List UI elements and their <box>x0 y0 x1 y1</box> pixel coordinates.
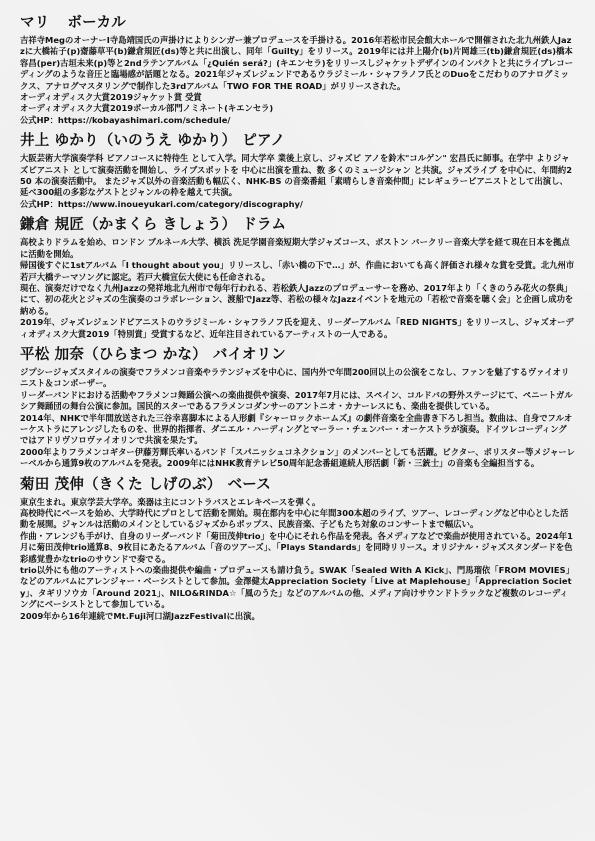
profile-name: 鎌倉 規匠（かまくら きしょう） <box>20 217 237 234</box>
profile-role: ベース <box>227 476 271 493</box>
profile-heading <box>20 476 575 494</box>
profile-hiramatsu <box>20 346 575 470</box>
profile-name: マリ <box>20 15 50 31</box>
profile-paragraph: 2014年、NHKで半年間放送された三谷幸喜脚本による人形劇『シャーロックホームズ』の劇伴音楽を全曲書き下ろし担当。数曲は、自身でフルオーケストラにアレンジしたものを、世界的指揮者、ダニエル・ハーディングとマーラー・チェンバー・オーケストラが演奏。ドイツレコーディングではアドリヴソロヴァイオリンで共演を果たす。 <box>20 412 573 446</box>
profile-mari <box>20 14 575 126</box>
profile-paragraph: 高校よりドラムを始め、ロンドン ブルネール大学、横浜 洗足学園音楽短期大学ジャズコース、ボストン バークリー音楽大学を経て現在日本を拠点に活動を開始。 <box>20 237 570 259</box>
profile-paragraph: 2009年から16年連続でMt.Fuji河口湖JazzFestivalに出演。 <box>20 610 260 621</box>
profile-paragraph: 大阪芸術大学演奏学科 ピアノコースに特待生 として入学。同大学卒 業後上京し、ジャズピ アノを鈴木"コルゲン" 宏昌氏に師事。在学中 よりジャズピアニスト として演奏活動を開始し、ライブスポットを 中心に出演を重ね、数 多くのミュージシャン と共演。ジャズライブ を中心に、年間約250 本の演奏活動中。 またジャズ以外の音楽活動も幅広く、NHK-BS の音楽番組「素晴らしき音楽仲間」にレギュラーピアニストとして出演し、延べ300組の多彩なゲストとジャンルの枠を越えて共演。 <box>20 153 573 198</box>
profile-paragraph: 作曲・アレンジも手がけ、自身のリーダーバンド「菊田茂伸trio」を中心にそれら作品を発表。各メディアなどで楽曲が使用されている。2024年1月に菊田茂伸trio通算8、9枚目にあたるアルバム「音のツアーズ」、「Plays Standards」を同時リリース。オリジナル・ジャズスタンダードを色彩感覚豊かなtrioのサウンドで奏でる。 <box>20 530 573 564</box>
profile-role: バイオリン <box>212 346 286 363</box>
profile-name: 平松 加奈（ひらまつ かな） <box>20 346 207 363</box>
profile-role: ドラム <box>242 217 287 234</box>
profile-paragraph: trio以外にも他のアーティストへの楽曲提供や編曲・プロデュースも請け負う。SWAK「Sealed With A Kick」、門馬瑠依「FROM MOVIES」などのアルバムにアレンジャー・ベーシストとして参加。金澤健太Appreciation Society「Live at Maplehouse」「Appreciation Society」、タギリソウカ「Around 2021」、NILO&RINDA☆「風のうた」などのアルバムの他、メディア向けサウンドトラックなど複数のレコーディングにベーシストとして参加している。 <box>20 565 575 610</box>
profile-paragraph: ジプシージャズスタイルの演奏でフラメンコ音楽やラテンジャズを中心に、国内外で年間200回以上の公演をこなし、ファンを魅了するヴァイオリニスト＆コンポーザー。 <box>20 366 570 389</box>
profile-paragraph: 吉祥寺MegのオーナーI寺島靖国氏の声掛けによりシンガー兼プロデュースを手掛ける。2016年若松市民会館大ホールで開催された北九州鉄人Jazzに大橋祐子(p)齋藤草平(b)鎌倉規匠(ds)等と共に出演し、同年「Guilty」をリリース。2019年には井上陽介(b)片岡雄三(tb)鎌倉規匠(ds)橋本容昌(per)古垣未来(p)等と2ndラテンアルバム「¿Quién será?」(キエンセラ)をリリースしジャケットデザインのインパクトと共にライブレコーディングのような音圧と臨場感が話題となる。2021年ジャズレジェンドであるウラジミール・シャフラノフ氏とのDuoをこだわりのアナログミックス、アナログマスタリングで制作した3rdアルバム「TWO FOR THE ROAD」がリリースされた。 <box>20 35 574 91</box>
award-line: オーディオディスク大賞2019ボーカル部門ノミネート(キエンセラ) <box>20 103 274 114</box>
profile-name: 井上 ゆかり（いのうえ ゆかり） <box>20 133 237 150</box>
profile-paragraph: 2000年よりフラメンコギター伊藤芳輝氏率いるバンド「スパニッシュコネクション」のメンバーとしても活躍。ビクター、ポリスター等メジャーレーベルから通算9枚のアルバムを発表。2009年にはNHK教育テレビ50周年記念番組連続人形活劇「新・三銃士」の音楽も全編担当する。 <box>20 446 575 469</box>
profile-paragraph: 現在、演奏だけでなく九州Jazzの発祥地北九州市で毎年行われる、若松鉄人Jazzのプロデューサーを務め、2017年より「くきのうみ花火の祭典」にて、初の花火とジャズの生演奏のコラボレーション、渡船でJazz等、若松の様々なJazzイベントを地元の「若松で音楽を聴く会」と企画し成功を納める。 <box>20 282 574 316</box>
profile-kamakura <box>20 216 575 340</box>
profile-inoue <box>20 132 575 210</box>
profile-paragraph: 東京生まれ。東京学芸大学卒。楽器は主にコントラバスとエレキベースを弾く。 <box>20 496 321 507</box>
website-link[interactable]: 公式HP：https://www.inoueyukari.com/category/discography/ <box>20 198 303 209</box>
award-line: オーディオディスク大賞2019ジャケット賞 受賞 <box>20 92 202 103</box>
profile-paragraph: 帰国後すぐに1stアルバム「I thought about you」リリースし、「赤い橋の下で…」が、作曲においても高く評価され様々な賞を受賞。北九州市若戸大橋テーマソングに認定。若戸大橋宣伝大使にも任命される。 <box>20 260 575 282</box>
profile-role: ピアノ <box>242 133 286 150</box>
profile-heading <box>20 132 575 150</box>
profile-kikuta <box>20 476 575 622</box>
website-link[interactable]: 公式HP：https://kobayashimari.com/schedule/ <box>20 114 231 125</box>
profile-heading <box>20 216 575 234</box>
profile-role: ボーカル <box>67 15 126 31</box>
profile-name: 菊田 茂伸（きくた しげのぶ） <box>20 476 222 493</box>
profile-heading <box>20 14 575 32</box>
profile-paragraph: リーダーバンドにおける活動やフラメンコ舞踊公演への楽曲提供や演奏、2017年7月には、スペイン、コルドバの野外ステージにて、ペニートガルシア舞踊団の舞台公演に参加。国民的スターであるフラメンコダンサーのアントニオ・カナーレスにも、楽曲を提供している。 <box>20 389 573 412</box>
profile-heading <box>20 346 575 364</box>
profile-paragraph: 2019年、ジャズレジェンドピアニストのウラジミール・シャフラノフ氏を迎え、リーダーアルバム「RED NIGHTS」をリリースし、ジャズオーディオディスク大賞2019「特別賞」受賞するなど、近年注目されているアーティストの一人である。 <box>20 317 574 339</box>
profile-paragraph: 高校時代にベースを始め、大学時代にプロとして活動を開始。現在都内を中心に年間300本超のライブ、ツアー、レコーディングなど中心とした活動を展開。ジャンルは活動のメインとしているジャズからポップス、民族音楽、子どもたち対象のコンサートまで幅広い。 <box>20 508 569 530</box>
